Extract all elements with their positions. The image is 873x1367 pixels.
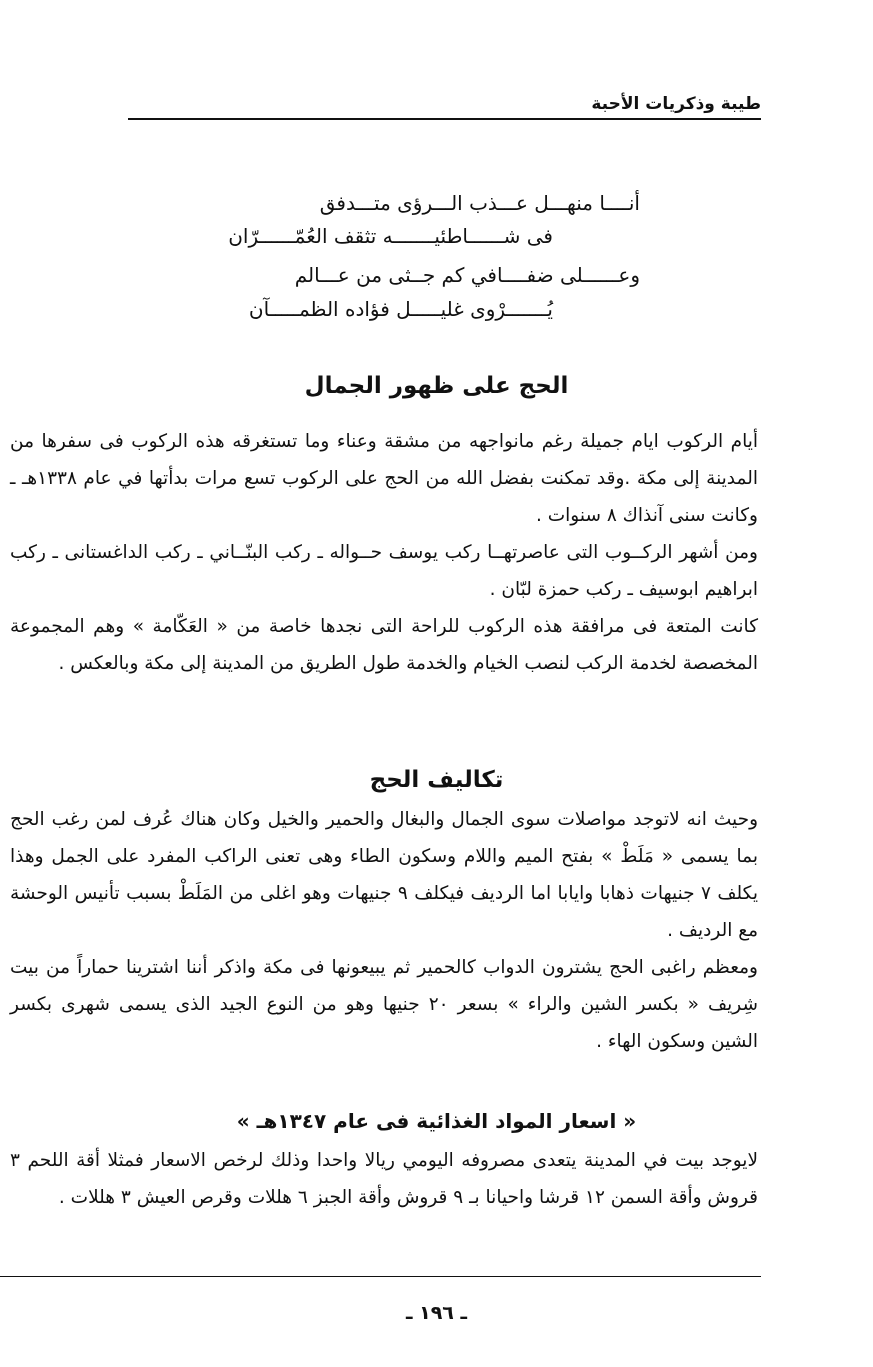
poem-line: فى شــــــاطئيـــــــه تثقف العُمّــــــرّان: [228, 224, 553, 248]
paragraph: أيام الركوب ايام جميلة رغم مانواجهه من مشقة وعناء وما تستغرقه هذه الركوب فى سفرها من المدينة إلى مكة .وقد تمكنت بفضل الله من الحج على الركوب تسع مرات بدأتها في عام ١٣٣٨هـ ـ وكانت سنى آنذاك ٨ سنوات .: [10, 431, 758, 526]
paragraph: ومن أشهر الركــوب التى عاصرتهــا ركب يوسف حــواله ـ ركب البنّــاني ـ ركب الداغستانى ـ ركب ابراهيم ابوسيف ـ ركب حمزة لبّان .: [10, 542, 758, 600]
header-rule: [128, 118, 761, 120]
paragraph: ومعظم راغبى الحج يشترون الدواب كالحمير ثم يبيعونها فى مكة واذكر أننا اشترينا حماراً من بيت شِريف « بكسر الشين والراء » بسعر ٢٠ جنيها وهو من النوع الجيد الذى يسمى شهرى بكسر الشين وسكون الهاء .: [10, 957, 758, 1052]
footer-rule: [0, 1276, 761, 1277]
section-body: [10, 801, 758, 1060]
running-header: طيبة وذكريات الأحبة: [591, 94, 761, 114]
section-body: [10, 423, 758, 682]
poem-line: وعــــــلى ضفــــافي كم جــثى من عـــالم: [294, 263, 640, 287]
paragraph: كانت المتعة فى مرافقة هذه الركوب للراحة التى نجدها خاصة من « العَكّامة » وهم المجموعة المخصصة لخدمة الركب لنصب الخيام والخدمة طول الطريق من المدينة إلى مكة وبالعكس .: [10, 616, 758, 674]
section-body: [10, 1142, 758, 1216]
section-heading: الحج على ظهور الجمال: [304, 373, 569, 399]
page-number: ـ ١٩٦ ـ: [405, 1302, 467, 1324]
poem-line: يُـــــــرْوى غليـــــل فؤاده الظمـــــآن: [248, 297, 553, 321]
section-heading: تكاليف الحج: [369, 767, 504, 793]
paragraph: وحيث انه لاتوجد مواصلات سوى الجمال والبغال والحمير والخيل وكان هناك عُرف لمن رغب الحج بما يسمى « مَلَطْ » بفتح الميم واللام وسكون الطاء وهى تعنى الراكب المفرد على الجمل وهذا يكلف ٧ جنيهات ذهابا وايابا اما الرديف فيكلف ٩ جنيهات وهو اغلى من المَلَطْ بسبب تأنيس الوحشة مع الرديف .: [10, 809, 758, 941]
section-heading: « اسعار المواد الغذائية فى عام ١٣٤٧هـ »: [236, 1109, 637, 1133]
poem-line: أنــــا منهـــل عـــذب الـــرؤى متـــدفق: [319, 191, 640, 215]
paragraph: لايوجد بيت في المدينة يتعدى مصروفه اليومي ريالا واحدا وذلك لرخص الاسعار فمثلا أقة اللحم ٣ قروش وأقة السمن ١٢ قرشا واحيانا بـ ٩ قروش وأقة الجبز ٦ هللات وقرص العيش ٣ هللات .: [10, 1150, 758, 1208]
